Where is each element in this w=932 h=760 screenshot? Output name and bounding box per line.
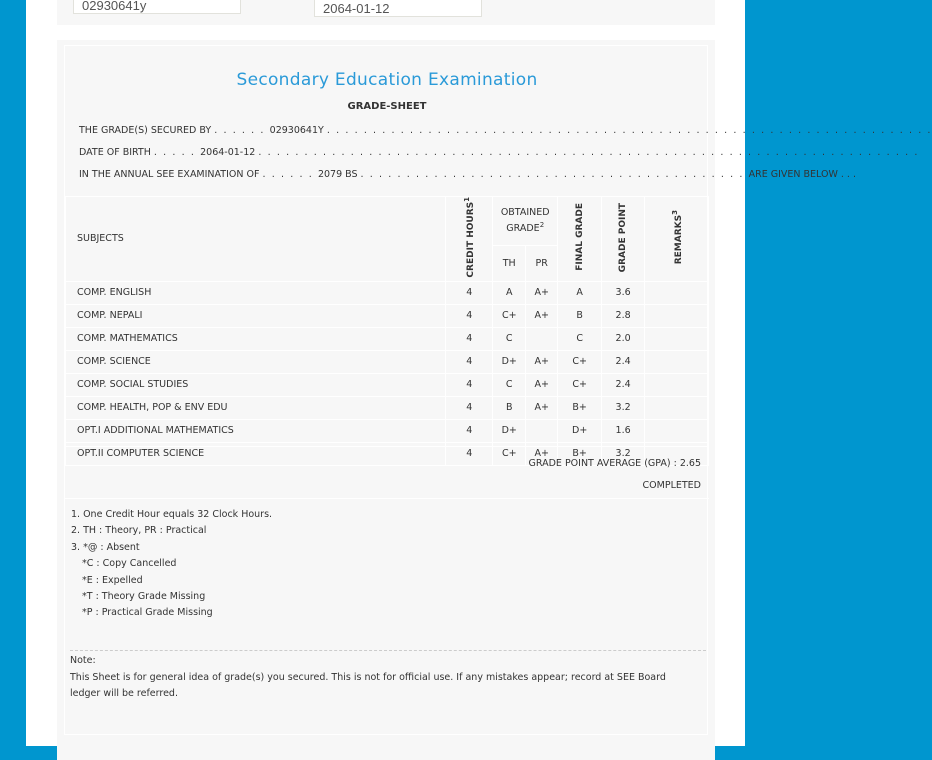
practical-grade-cell: A+ [526,304,558,327]
dashed-divider [70,650,706,651]
header-remarks [645,197,709,282]
dob-input[interactable] [314,0,482,17]
remarks-cell [645,304,709,327]
header-grade-point [602,197,645,282]
header-final-grade [558,197,602,282]
final-grade-cell: C+ [558,373,602,396]
theory-grade-cell: C+ [493,442,526,465]
credit-cell: 4 [446,304,493,327]
credit-hours-text: CREDIT HOURS [466,201,477,278]
theory-grade-cell: D+ [493,350,526,373]
note-label: Note: [70,655,96,666]
theory-grade-cell: C+ [493,304,526,327]
remarks-sup: 3 [670,210,679,216]
exam-label: IN THE ANNUAL SEE EXAMINATION OF [79,169,260,180]
header-th: TH [493,246,526,281]
legend-item: 3. *@ : Absent [71,541,140,553]
table-row [66,396,709,419]
search-form-panel [57,0,715,25]
theory-grade-cell: D+ [493,419,526,442]
obtained-grade-sup: 2 [539,221,545,230]
grade-sheet-heading: GRADE-SHEET [347,101,427,112]
final-grade-text: FINAL GRADE [574,203,585,272]
legend-item: 1. One Credit Hour equals 32 Clock Hours. [71,509,273,520]
legend-item: *E : Expelled [82,574,143,586]
legend [71,507,272,622]
dob-line-value: 2064-01-12 [200,147,256,158]
subject-cell: COMP. HEALTH, POP & ENV EDU [66,396,446,419]
table-row [66,304,709,327]
table-header-row [66,197,709,246]
grade-point-cell: 2.0 [602,327,645,350]
remarks-cell [645,281,709,304]
subject-cell: COMP. NEPALI [66,304,446,327]
credit-cell: 4 [446,281,493,304]
final-grade-cell: D+ [558,419,602,442]
grade-point-cell: 3.6 [602,281,645,304]
grade-point-cell: 3.2 [602,442,645,465]
practical-grade-cell: A+ [526,281,558,304]
grade-point-cell: 3.2 [602,396,645,419]
credit-cell: 4 [446,350,493,373]
header-subjects-label: SUBJECTS [77,233,124,245]
exam-value: 2079 BS [317,169,358,180]
remarks-cell [645,419,709,442]
final-grade-cell: B+ [558,396,602,419]
table-row [66,419,709,442]
grade-point-cell: 2.4 [602,373,645,396]
credit-cell: 4 [446,327,493,350]
grades-table [65,196,709,466]
legend-item: *C : Copy Cancelled [82,558,177,570]
subject-cell: COMP. SOCIAL STUDIES [66,373,446,396]
table-row [66,327,709,350]
grade-point-cell: 2.4 [602,350,645,373]
remarks-cell [645,373,709,396]
subject-cell: COMP. SCIENCE [66,350,446,373]
theory-grade-cell: A [493,281,526,304]
final-grade-cell: C [558,327,602,350]
theory-grade-cell: C [493,373,526,396]
final-grade-cell: C+ [558,350,602,373]
table-row [66,373,709,396]
remarks-text: REMARKS [673,215,684,265]
header-credit-hours [446,197,493,282]
legend-item: 2. TH : Theory, PR : Practical [71,525,207,537]
header-subjects [66,197,446,282]
credit-cell: 4 [446,419,493,442]
secured-by-line: THE GRADE(S) SECURED BY . . . . . . 02930641Y . . . . . . . . . . . . . . . . . . . . . . . . . . . . . . . . . . . . . . . . . . . . . . . . . . . . . . . . . . . . . . . . . . [79,125,932,136]
dob-label: DATE OF BIRTH [79,147,151,158]
theory-grade-cell: B [493,396,526,419]
subject-cell: COMP. MATHEMATICS [66,327,446,350]
practical-grade-cell [526,327,558,350]
remarks-label [670,210,684,264]
practical-grade-cell: A+ [526,442,558,465]
secured-by-label: THE GRADE(S) SECURED BY [79,125,212,136]
legend-item: *T : Theory Grade Missing [82,591,206,603]
exam-title: Secondary Education Examination [236,70,538,90]
grade-point-cell: 2.8 [602,304,645,327]
grade-point-cell: 1.6 [602,419,645,442]
exam-line: IN THE ANNUAL SEE EXAMINATION OF . . . . . . 2079 BS . . . . . . . . . . . . . . . . . . . . . . . . . . . . . . . . . . . . . . . . . . ARE GIVEN BELOW . . . [79,169,856,180]
subject-cell: COMP. ENGLISH [66,281,446,304]
table-row [66,281,709,304]
credit-cell: 4 [446,442,493,465]
header-credit-hours-label [462,197,476,278]
symbol-number-value: 02930641y [82,0,147,13]
practical-grade-cell [526,419,558,442]
gpa-value: GRADE POINT AVERAGE (GPA) : 2.65 [528,458,701,469]
secured-by-value: 02930641Y [269,125,324,136]
practical-grade-cell: A+ [526,396,558,419]
final-grade-cell: A [558,281,602,304]
grade-sheet [64,45,932,735]
theory-grade-cell: C [493,327,526,350]
grade-point-text: GRADE POINT [618,202,629,272]
practical-grade-cell: A+ [526,350,558,373]
header-obtained-grade [493,197,558,246]
subject-cell: OPT.II COMPUTER SCIENCE [66,442,446,465]
subject-cell: OPT.I ADDITIONAL MATHEMATICS [66,419,446,442]
final-grade-cell: B+ [558,442,602,465]
dob-value: 2064-01-12 [323,1,390,16]
result-status: COMPLETED [642,480,701,491]
dob-line: DATE OF BIRTH . . . . . 2064-01-12 . . . . . . . . . . . . . . . . . . . . . . . . . . . . . . . . . . . . . . . . . . . . . . . . . . . . . . . . . . . . . . . . . . . . . . . . [79,147,919,158]
note-text: This Sheet is for general idea of grade(s) you secured. This is not for official use. If any mistakes appear; record at SEE Board ledger will be referred. [70,672,666,699]
exam-suffix: ARE GIVEN BELOW . . . [748,169,856,180]
remarks-cell [645,350,709,373]
credit-hours-sup: 1 [463,197,472,202]
remarks-cell [645,327,709,350]
credit-cell: 4 [446,373,493,396]
symbol-number-input[interactable] [73,0,241,14]
legend-item: *P : Practical Grade Missing [82,607,213,619]
obtained-grade-text: OBTAINED GRADE [500,207,550,235]
divider [65,498,709,499]
practical-grade-cell: A+ [526,373,558,396]
header-pr: PR [526,246,558,281]
final-grade-cell: B [558,304,602,327]
credit-cell: 4 [446,396,493,419]
divider [65,446,709,447]
remarks-cell [645,396,709,419]
table-row [66,350,709,373]
